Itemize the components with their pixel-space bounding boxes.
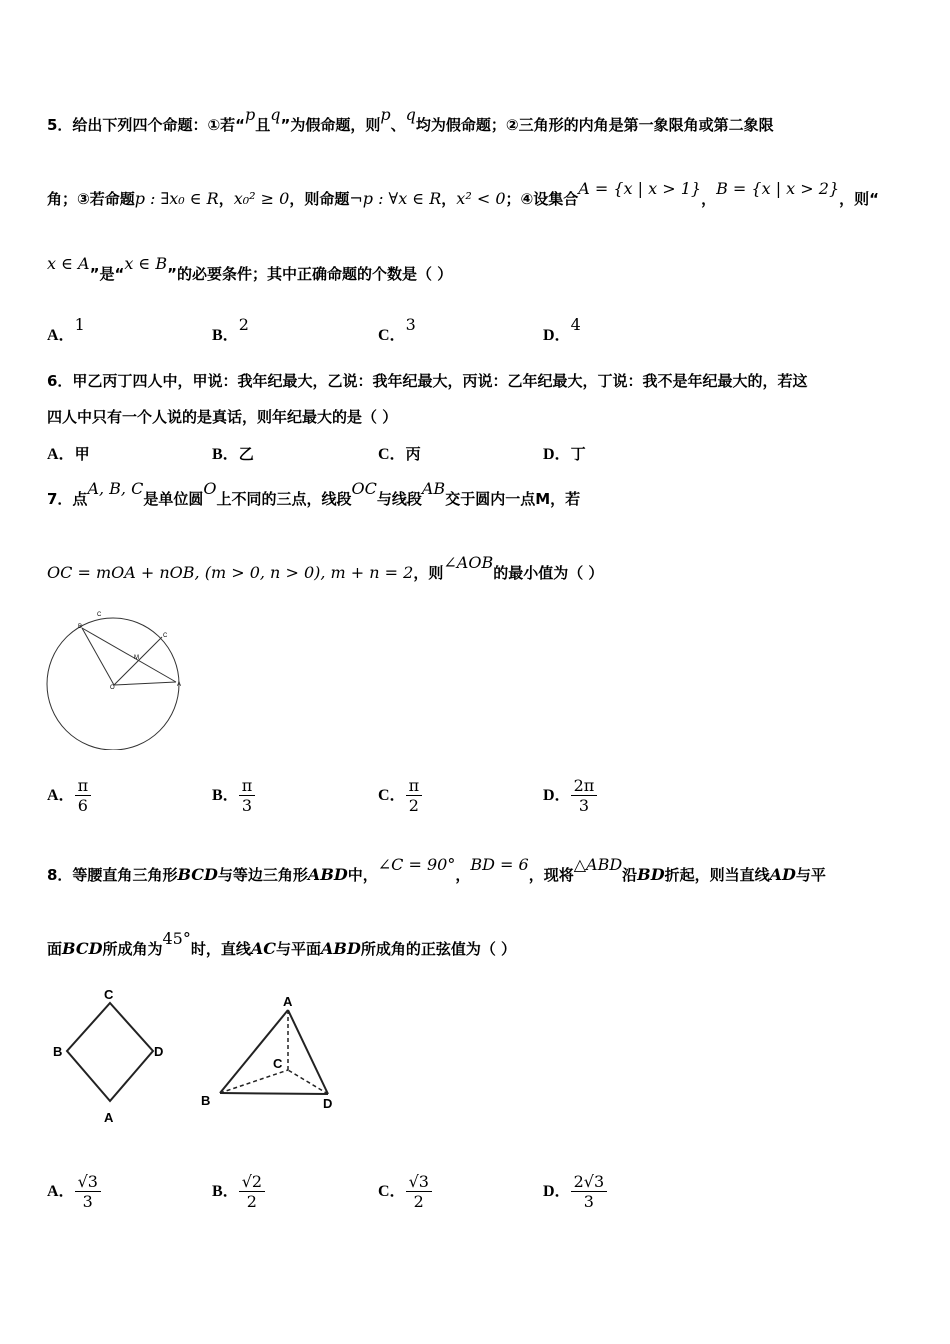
denominator: 3 xyxy=(583,1192,594,1211)
math-set-b: B = {x | x > 2} xyxy=(716,179,840,198)
tetrahedron-figure xyxy=(195,990,345,1120)
math-p: p xyxy=(245,105,256,124)
q5-line1 xyxy=(47,105,774,135)
denominator: 3 xyxy=(82,1192,93,1211)
text: 与等边三角形 xyxy=(217,866,308,884)
option-label: A． xyxy=(47,327,75,344)
label-B: B xyxy=(78,624,83,630)
text: ，则命题 xyxy=(289,190,350,208)
text: 面 xyxy=(47,940,63,958)
denominator: 3 xyxy=(578,796,589,815)
math: ∠C = 90° xyxy=(377,855,456,874)
option-label: C． xyxy=(378,446,406,463)
math: BCD xyxy=(62,939,103,958)
text: ， xyxy=(218,190,234,208)
option-value: 甲 xyxy=(74,445,90,463)
q7-option-d[interactable] xyxy=(543,776,597,815)
text: 与平面 xyxy=(276,940,322,958)
fraction xyxy=(571,776,598,815)
math: AB xyxy=(421,479,446,498)
label-M: M xyxy=(134,655,139,661)
q8-line1 xyxy=(47,855,826,885)
text: ；④设集合 xyxy=(505,190,579,208)
numerator: π xyxy=(239,776,256,796)
text: 、 xyxy=(390,116,406,134)
q8-option-c[interactable] xyxy=(378,1172,432,1211)
label-C: C xyxy=(273,1056,283,1071)
label-C: C xyxy=(104,987,114,1002)
q7-option-c[interactable] xyxy=(378,776,422,815)
q5-option-c[interactable] xyxy=(378,315,416,345)
option-value: 丙 xyxy=(405,445,421,463)
text: 时，直线 xyxy=(190,940,251,958)
math: x ∈ B xyxy=(124,254,168,273)
text: ”是“ xyxy=(89,265,125,283)
text: 所成角的正弦值为（ ） xyxy=(360,940,517,958)
option-label: A． xyxy=(47,1183,75,1200)
q6-option-d[interactable] xyxy=(543,441,586,464)
label-A: A xyxy=(283,994,293,1009)
q7-option-a[interactable] xyxy=(47,776,91,815)
q8-option-d[interactable] xyxy=(543,1172,607,1211)
label-B: B xyxy=(201,1093,211,1108)
numerator: √2 xyxy=(239,1172,265,1192)
q6-option-a[interactable] xyxy=(47,441,90,464)
text: 且 xyxy=(255,116,271,134)
text: ，则“ xyxy=(839,190,879,208)
text: 沿 xyxy=(622,866,638,884)
fraction xyxy=(75,1172,101,1211)
denominator: 6 xyxy=(77,796,88,815)
text: 的最小值为（ ） xyxy=(493,564,604,582)
math: x² < 0 xyxy=(456,189,506,208)
math: ¬p : ∀x ∈ R xyxy=(349,189,442,208)
q7-line1 xyxy=(47,479,581,509)
numerator: 2√3 xyxy=(571,1172,608,1192)
text: 折起，则当直线 xyxy=(664,866,770,884)
text: 上不同的三点，线段 xyxy=(216,490,352,508)
fraction xyxy=(75,776,92,815)
option-value: 丁 xyxy=(570,445,586,463)
q6-option-b[interactable] xyxy=(212,441,254,464)
q6-line1: 6．甲乙丙丁四人中，甲说：我年纪最大，乙说：我年纪最大，丙说：乙年纪最大，丁说：我不是年纪最大的，若这 xyxy=(47,372,808,390)
text: 5．给出下列四个命题：①若“ xyxy=(47,116,245,134)
option-label: C． xyxy=(378,1183,406,1200)
option-value: 1 xyxy=(74,315,85,334)
option-value: 2 xyxy=(238,315,249,334)
fraction xyxy=(406,776,423,815)
denominator: 2 xyxy=(246,1192,257,1211)
label-A: A xyxy=(177,682,182,688)
option-label: B． xyxy=(212,1183,239,1200)
math: BD xyxy=(637,865,665,884)
q6-line2: 四人中只有一个人说的是真话，则年纪最大的是（ ） xyxy=(47,408,398,426)
q7-line2 xyxy=(47,553,604,583)
text: ”为假命题，则 xyxy=(280,116,381,134)
option-label: B． xyxy=(212,327,239,344)
option-label: D． xyxy=(543,446,571,463)
option-value: 4 xyxy=(570,315,581,334)
math-set-a: A = {x | x > 1} xyxy=(578,179,702,198)
text: ， xyxy=(441,190,457,208)
option-label: A． xyxy=(47,446,75,463)
text: 均为假命题；②三角形的内角是第一象限角或第二象限 xyxy=(415,116,774,134)
text: 与平 xyxy=(795,866,826,884)
option-value: 3 xyxy=(405,315,416,334)
text: ， xyxy=(455,866,471,884)
q6-option-c[interactable] xyxy=(378,441,421,464)
math-p: p xyxy=(380,105,391,124)
denominator: 2 xyxy=(408,796,419,815)
math: ABD xyxy=(307,865,348,884)
fraction xyxy=(571,1172,608,1211)
text: 交于圆内一点M，若 xyxy=(445,490,581,508)
fraction xyxy=(239,776,256,815)
denominator: 2 xyxy=(413,1192,424,1211)
math: A, B, C xyxy=(87,479,144,498)
text: ，则 xyxy=(413,564,444,582)
option-value: 乙 xyxy=(238,445,254,463)
q8-option-b[interactable] xyxy=(212,1172,265,1211)
math: 45° xyxy=(162,929,191,948)
option-label: D． xyxy=(543,1183,571,1200)
math-q: q xyxy=(405,105,416,124)
option-label: C． xyxy=(378,327,406,344)
q7-option-b[interactable] xyxy=(212,776,255,815)
label-O: O xyxy=(110,685,115,691)
text: 7．点 xyxy=(47,490,88,508)
label-B: B xyxy=(53,1044,63,1059)
text: 是单位圆 xyxy=(143,490,204,508)
math: ABD xyxy=(321,939,361,958)
q5-line3 xyxy=(47,254,453,284)
numerator: √3 xyxy=(406,1172,432,1192)
text: 中， xyxy=(347,866,378,884)
math: O xyxy=(203,479,217,498)
text: 与线段 xyxy=(376,490,422,508)
q5-option-b[interactable] xyxy=(212,315,249,345)
math: AD xyxy=(769,865,796,884)
math: BCD xyxy=(177,865,218,884)
math: △ABD xyxy=(573,855,623,874)
option-label: A． xyxy=(47,787,75,804)
denominator: 3 xyxy=(241,796,253,815)
text: ， xyxy=(701,190,717,208)
math: AC xyxy=(250,939,276,958)
option-label: B． xyxy=(212,446,239,463)
option-label: D． xyxy=(543,787,571,804)
option-label: C． xyxy=(378,787,406,804)
math: OC xyxy=(351,479,377,498)
option-label: D． xyxy=(543,327,571,344)
q5-option-a[interactable] xyxy=(47,315,85,345)
text: ”的必要条件；其中正确命题的个数是（ ） xyxy=(167,265,453,283)
text: ，现将 xyxy=(528,866,574,884)
q8-option-a[interactable] xyxy=(47,1172,101,1211)
numerator: π xyxy=(406,776,423,796)
numerator: √3 xyxy=(75,1172,101,1192)
label-C: C xyxy=(163,633,168,639)
numerator: π xyxy=(75,776,92,796)
math: ∠AOB xyxy=(443,553,494,572)
q5-line2 xyxy=(47,179,879,209)
option-label: B． xyxy=(212,787,239,804)
text: 8．等腰直角三角形 xyxy=(47,866,178,884)
fraction xyxy=(406,1172,432,1211)
math: x₀² ≥ 0 xyxy=(233,189,290,208)
text: 角；③若命题 xyxy=(47,190,135,208)
label-D: D xyxy=(323,1096,333,1111)
unit-circle-figure xyxy=(44,610,214,750)
text: 所成角为 xyxy=(102,940,163,958)
q5-option-d[interactable] xyxy=(543,315,581,345)
math-q: q xyxy=(270,105,281,124)
numerator: 2π xyxy=(571,776,598,796)
math: BD = 6 xyxy=(470,855,529,874)
math: p : ∃x₀ ∈ R xyxy=(134,189,219,208)
label-top: C xyxy=(97,612,102,618)
square-figure xyxy=(50,983,175,1128)
q8-line2 xyxy=(47,929,517,959)
math: x ∈ A xyxy=(47,254,90,273)
label-A: A xyxy=(104,1110,114,1125)
fraction xyxy=(239,1172,265,1211)
math: OC = mOA + nOB, (m > 0, n > 0), m + n = 2 xyxy=(47,563,414,582)
label-D: D xyxy=(154,1044,164,1059)
